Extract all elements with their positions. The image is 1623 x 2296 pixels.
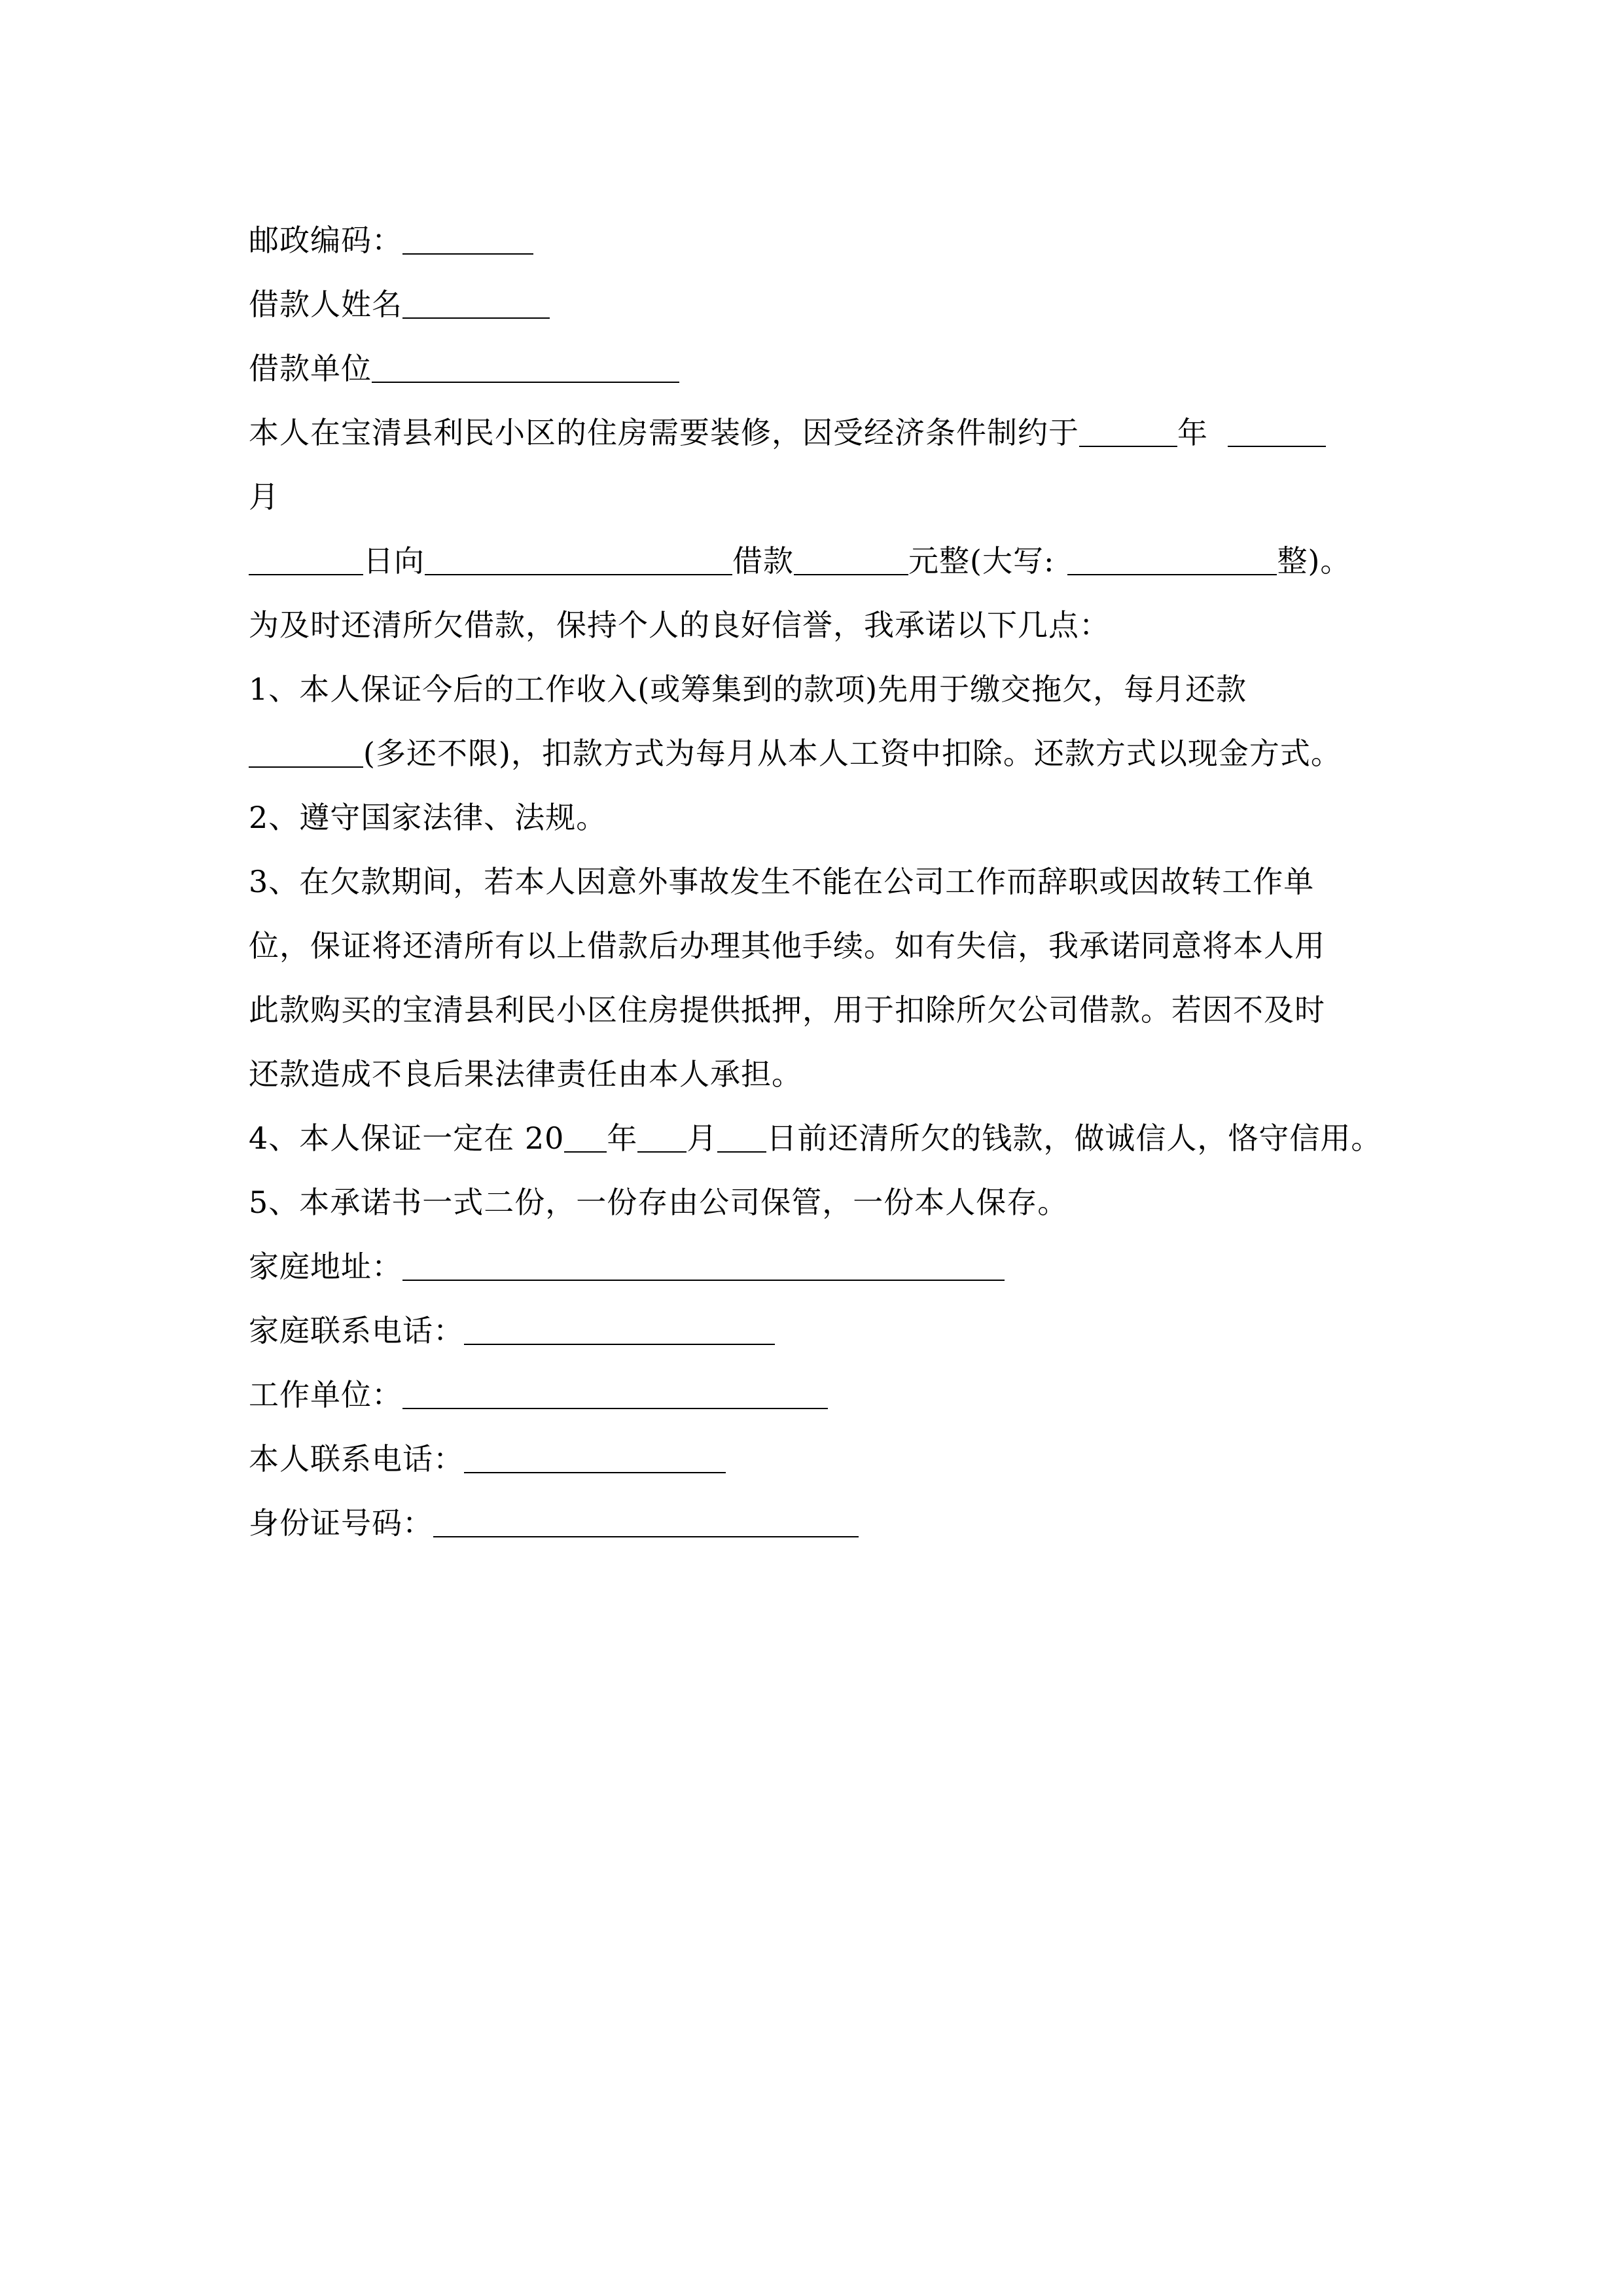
promise-4-year-text: 年 bbox=[607, 1121, 638, 1156]
intro-text-part1: 本人在宝清县利民小区的住房需要装修，因受经济条件制约于 bbox=[249, 415, 1079, 450]
borrower-unit-blank[interactable] bbox=[372, 351, 679, 383]
intro-year-blank[interactable] bbox=[1079, 416, 1177, 447]
postal-code-label: 邮政编码： bbox=[249, 223, 402, 258]
intro-capital-amount-blank[interactable] bbox=[1067, 544, 1277, 575]
home-address-row bbox=[249, 1234, 1410, 1299]
promise-3-text-3: 此款购买的宝清县利民小区住房提供抵押，用于扣除所欠公司借款。若因不及时 bbox=[249, 992, 1325, 1028]
promise-2-text: 2、遵守国家法律、法规。 bbox=[249, 800, 607, 835]
intro-day-blank[interactable] bbox=[249, 544, 363, 575]
promise-5-line bbox=[249, 1170, 1410, 1234]
home-phone-row bbox=[249, 1299, 1410, 1363]
promise-1-line-1 bbox=[249, 657, 1410, 721]
work-unit-label: 工作单位： bbox=[249, 1377, 402, 1412]
intro-borrow-text: 借款 bbox=[732, 543, 794, 579]
intro-line-1 bbox=[249, 401, 1410, 465]
promise-4-month-text: 月 bbox=[687, 1121, 718, 1156]
borrower-unit-row bbox=[249, 336, 1410, 401]
promise-4-day-blank[interactable] bbox=[717, 1121, 766, 1153]
intro-month-text: 月 bbox=[249, 479, 279, 514]
promise-4-year-blank[interactable] bbox=[564, 1121, 607, 1153]
personal-phone-label: 本人联系电话： bbox=[249, 1441, 464, 1477]
intro-line-3 bbox=[249, 529, 1410, 593]
promise-3-line-2 bbox=[249, 914, 1410, 978]
work-unit-row bbox=[249, 1363, 1410, 1427]
home-phone-blank[interactable] bbox=[464, 1314, 775, 1345]
promise-4-text-1: 4、本人保证一定在 20 bbox=[249, 1121, 565, 1156]
intro-line-2 bbox=[249, 465, 1410, 529]
work-unit-blank[interactable] bbox=[402, 1378, 828, 1409]
intro-amount-blank[interactable] bbox=[794, 544, 908, 575]
borrower-name-blank[interactable] bbox=[402, 287, 550, 319]
intro-lender-blank[interactable] bbox=[425, 544, 732, 575]
promise-3-line-4 bbox=[249, 1042, 1410, 1106]
promise-5-text: 5、本承诺书一式二份，一份存由公司保管，一份本人保存。 bbox=[249, 1185, 1069, 1220]
id-number-label: 身份证号码： bbox=[249, 1505, 433, 1541]
intro-zheng-end-text: 整)。 bbox=[1277, 543, 1351, 579]
borrower-name-label: 借款人姓名 bbox=[249, 287, 402, 322]
document-body bbox=[249, 208, 1410, 1555]
postal-code-row bbox=[249, 208, 1410, 272]
promise-4-text-2: 日前还清所欠的钱款，做诚信人，恪守信用。 bbox=[766, 1121, 1382, 1156]
personal-phone-blank[interactable] bbox=[464, 1442, 726, 1473]
personal-phone-row bbox=[249, 1427, 1410, 1491]
promise-1-line-2 bbox=[249, 721, 1410, 785]
home-address-blank[interactable] bbox=[402, 1249, 1005, 1281]
borrower-unit-label: 借款单位 bbox=[249, 351, 372, 386]
promise-2-line bbox=[249, 785, 1410, 850]
id-number-blank[interactable] bbox=[433, 1506, 859, 1537]
intro-year-text: 年 bbox=[1177, 415, 1208, 450]
promise-3-text-2: 位，保证将还清所有以上借款后办理其他手续。如有失信，我承诺同意将本人用 bbox=[249, 928, 1325, 963]
intro-yuan-capital-text: 元整(大写: bbox=[908, 543, 1055, 579]
intro-line-4 bbox=[249, 593, 1410, 657]
postal-code-blank[interactable] bbox=[402, 223, 533, 255]
promise-3-line-3 bbox=[249, 978, 1410, 1042]
promise-3-text-4: 还款造成不良后果法律责任由本人承担。 bbox=[249, 1056, 802, 1092]
promise-3-text-1: 3、在欠款期间，若本人因意外事故发生不能在公司工作而辞职或因故转工作单 bbox=[249, 864, 1315, 899]
borrower-name-row bbox=[249, 272, 1410, 336]
id-number-row bbox=[249, 1491, 1410, 1555]
promise-1-text-1: 1、本人保证今后的工作收入(或筹集到的款项)先用于缴交拖欠，每月还款 bbox=[249, 672, 1247, 707]
promise-1-text-2: (多还不限)，扣款方式为每月从本人工资中扣除。还款方式以现金方式。 bbox=[363, 736, 1342, 771]
intro-month-blank[interactable] bbox=[1228, 416, 1326, 447]
home-phone-label: 家庭联系电话： bbox=[249, 1313, 464, 1348]
monthly-repayment-blank[interactable] bbox=[249, 736, 363, 768]
promise-4-month-blank[interactable] bbox=[637, 1121, 687, 1153]
intro-sentence-2: 为及时还清所欠借款，保持个人的良好信誉，我承诺以下几点： bbox=[249, 607, 1110, 643]
home-address-label: 家庭地址： bbox=[249, 1249, 402, 1284]
promise-3-line-1 bbox=[249, 850, 1410, 914]
intro-day-to-text: 日向 bbox=[363, 543, 425, 579]
promise-4-line bbox=[249, 1106, 1410, 1170]
